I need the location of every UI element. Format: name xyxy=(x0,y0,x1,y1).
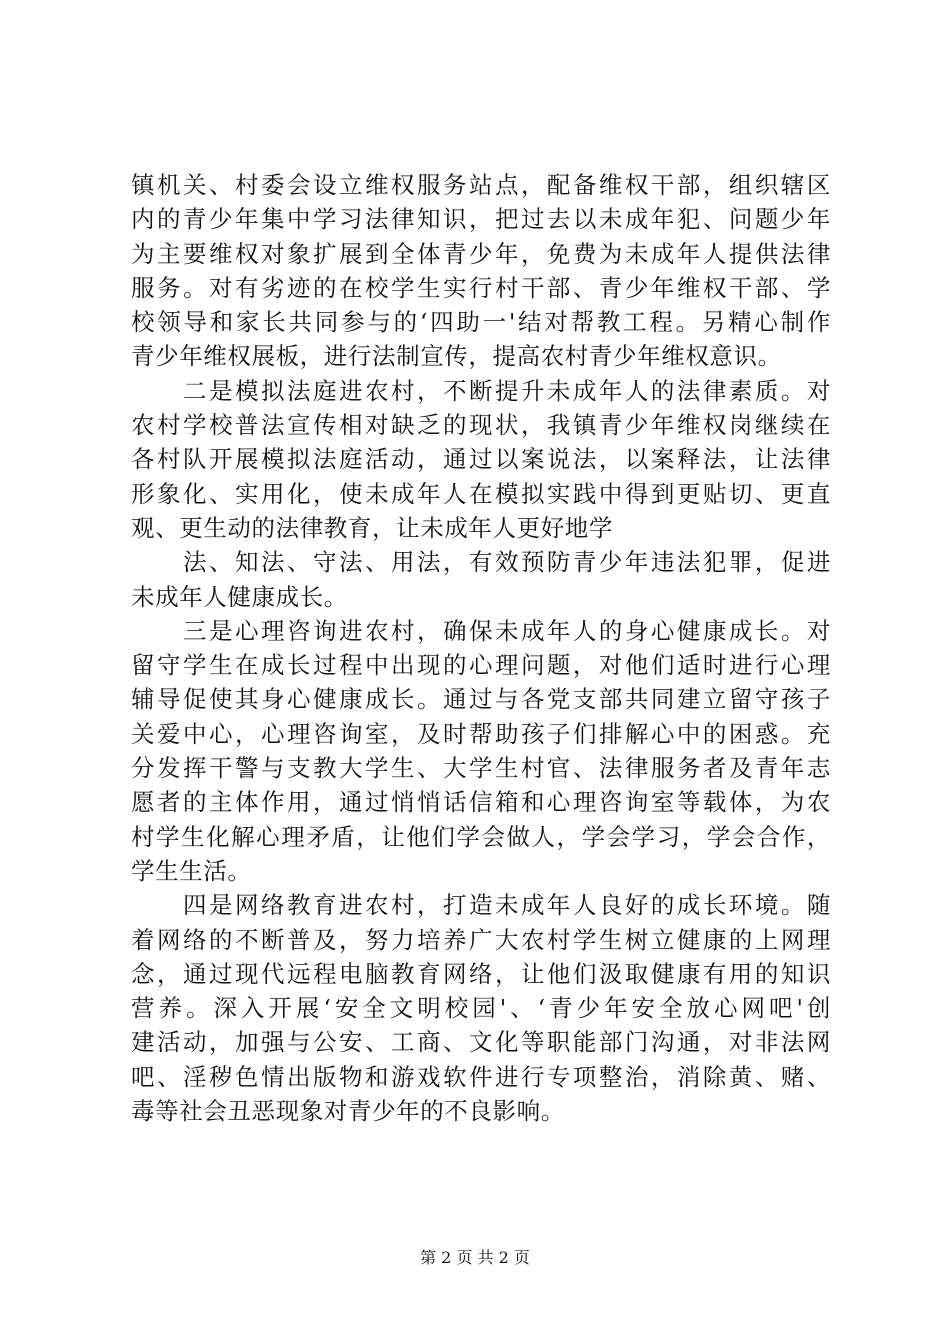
text-line: 三是心理咨询进农村，确保未成年人的身心健康成长。对 xyxy=(131,616,831,645)
text-line: 四是网络教育进农村，打造未成年人良好的成长环境。随 xyxy=(131,891,831,920)
text-line: 关爱中心，心理咨询室，及时帮助孩子们排解心中的困惑。充 xyxy=(131,719,831,748)
text-line: 留守学生在成长过程中出现的心理问题，对他们适时进行心理 xyxy=(131,651,831,680)
page-number-footer: 第 2 页 共 2 页 xyxy=(420,1248,530,1267)
text-line: 二是模拟法庭进农村，不断提升未成年人的法律素质。对 xyxy=(131,376,831,405)
text-line: 服务。对有劣迹的在校学生实行村干部、青少年维权干部、学 xyxy=(131,273,831,302)
text-line: 校领导和家长共同参与的‘四助一'结对帮教工程。另精心制作 xyxy=(131,308,831,337)
text-line: 分发挥干警与支教大学生、大学生村官、法律服务者及青年志 xyxy=(131,754,831,783)
text-line: 着网络的不断普及，努力培养广大农村学生树立健康的上网理 xyxy=(131,925,831,954)
text-line: 建活动，加强与公安、工商、文化等职能部门沟通，对非法网 xyxy=(131,1028,831,1057)
text-line: 愿者的主体作用，通过悄悄话信箱和心理咨询室等载体，为农 xyxy=(131,788,831,817)
text-line: 镇机关、村委会设立维权服务站点，配备维权干部，组织辖区 xyxy=(131,171,831,199)
text-line: 观、更生动的法律教育，让未成年人更好地学 xyxy=(131,513,613,542)
text-line: 辅导促使其身心健康成长。通过与各党支部共同建立留守孩子 xyxy=(131,685,831,714)
text-line: 学生生活。 xyxy=(131,856,252,885)
document-body xyxy=(131,168,831,1128)
text-line: 为主要维权对象扩展到全体青少年，免费为未成年人提供法律 xyxy=(131,239,831,268)
text-line: 村学生化解心理矛盾，让他们学会做人，学会学习，学会合作， xyxy=(131,822,831,851)
text-line: 青少年维权展板，进行法制宣传，提高农村青少年维权意识。 xyxy=(131,342,782,371)
text-line: 形象化、实用化，使未成年人在模拟实践中得到更贴切、更直 xyxy=(131,479,831,508)
text-line: 毒等社会丑恶现象对青少年的不良影响。 xyxy=(131,1097,565,1126)
text-line: 未成年人健康成长。 xyxy=(131,582,348,611)
text-line: 法、知法、守法、用法，有效预防青少年违法犯罪，促进 xyxy=(131,548,831,577)
text-line: 各村队开展模拟法庭活动，通过以案说法，以案释法，让法律 xyxy=(131,445,831,474)
text-line: 念，通过现代远程电脑教育网络，让他们汲取健康有用的知识 xyxy=(131,959,831,988)
text-line: 农村学校普法宣传相对缺乏的现状，我镇青少年维权岗继续在 xyxy=(131,411,831,440)
text-line: 内的青少年集中学习法律知识，把过去以未成年犯、问题少年 xyxy=(131,205,831,234)
text-line: 营养。深入开展‘安全文明校园'、‘青少年安全放心网吧'创 xyxy=(131,994,831,1023)
text-line: 吧、淫秽色情出版物和游戏软件进行专项整治，消除黄、赌、 xyxy=(131,1062,831,1091)
